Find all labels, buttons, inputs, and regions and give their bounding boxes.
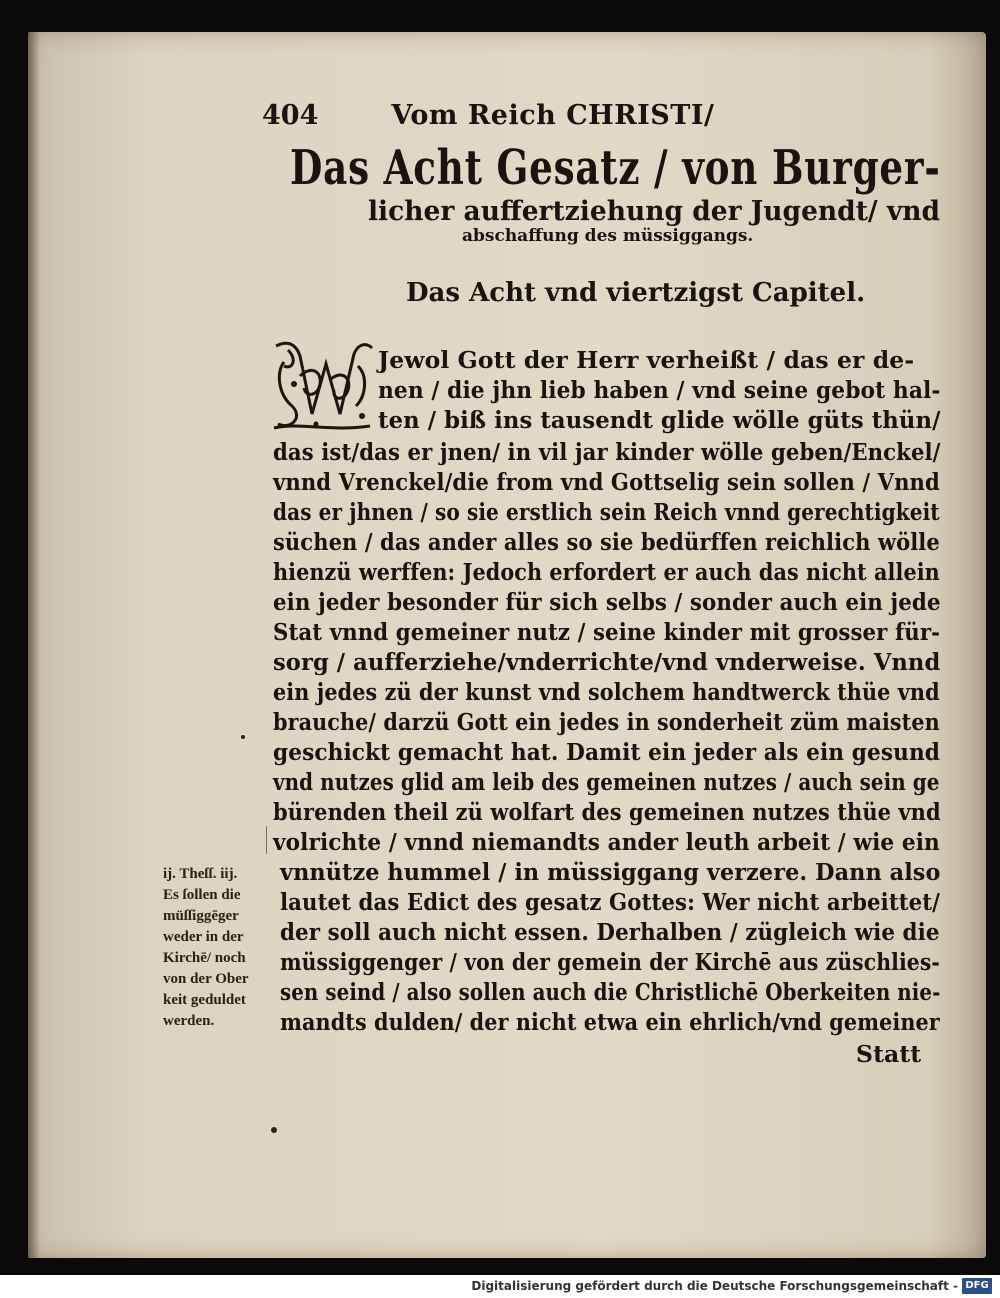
ornamental-initial-w: [270, 336, 376, 436]
body-line: mandts dulden/ der nicht etwa ein ehrlich/vnd gemeiner: [280, 1008, 940, 1036]
margin-note-line: müſſiggēger: [163, 908, 239, 924]
body-line: lautet das Edict des gesatz Gottes: Wer nicht arbeittet/: [280, 888, 941, 916]
body-line: sen seind / also sollen auch die Christlichē Oberkeiten nie-: [280, 978, 941, 1006]
margin-note-line: ij. Theſſ. iij.: [163, 866, 238, 882]
page-gutter-shadow: [28, 32, 40, 1258]
ink-spot: [271, 1127, 277, 1133]
body-line: volrichte / vnnd niemandts ander leuth arbeit / wie ein: [273, 828, 940, 856]
running-head: [262, 100, 822, 131]
body-line: nen / die jhn lieb haben / vnd seine gebot hal-: [378, 376, 941, 404]
body-line: Jewol Gott der Herr verheißt / das er de-: [378, 346, 915, 374]
body-line: brauche/ darzü Gott ein jedes in sonderheit züm maisten: [273, 708, 940, 736]
margin-note-line: von der Ober: [163, 971, 249, 987]
body-line: hienzü werffen: Jedoch erfordert er auch das nicht allein: [273, 558, 940, 586]
body-line: bürenden theil zü wolfart des gemeinen nutzes thüe vnd: [273, 798, 941, 826]
margin-note-line: keit geduldet: [163, 992, 246, 1008]
margin-note-line: weder in der: [163, 929, 244, 945]
catchword: Statt: [856, 1040, 922, 1068]
dfg-logo: DFG: [962, 1278, 992, 1294]
body-line: das ist/das er jnen/ in vil jar kinder wölle geben/Enckel/: [273, 438, 941, 466]
body-line: ein jedes zü der kunst vnd solchem handtwerck thüe vnd: [273, 678, 940, 706]
body-line: der soll auch nicht essen. Derhalben / zügleich wie die: [280, 918, 940, 946]
section-title-line-3: abschaffung des müssiggangs.: [462, 226, 754, 246]
running-title: Vom Reich CHRISTI/: [391, 100, 715, 131]
margin-note-line: Kirchē/ noch: [163, 950, 246, 966]
chapter-heading: Das Acht vnd viertzigst Capitel.: [406, 278, 866, 308]
body-line: müssiggenger / von der gemein der Kirchē aus züschlies-: [280, 948, 940, 976]
ink-spot: [241, 735, 245, 739]
margin-note-line: Es ſollen die: [163, 887, 241, 903]
body-line: geschickt gemacht hat. Damit ein jeder als ein gesund: [273, 738, 941, 766]
body-line: sorg / aufferziehe/vnderrichte/vnd vnderweise. Vnnd: [273, 648, 941, 676]
body-line: Stat vnnd gemeiner nutz / seine kinder mit grosser für-: [273, 618, 941, 646]
section-title-line-2: licher auffertziehung der Jugendt/ vnd: [368, 196, 940, 227]
body-line: ten / biß ins tausendt glide wölle güts thün/: [378, 406, 941, 434]
margin-rule: [266, 826, 267, 854]
body-line: vnnd Vrenckel/die from vnd Gottselig sein sollen / Vnnd: [273, 468, 940, 496]
body-line: vnnütze hummel / in müssiggang verzere. Dann also: [280, 858, 941, 886]
funding-credit: Digitalisierung gefördert durch die Deutsche Forschungsgemeinschaft -: [471, 1279, 958, 1293]
body-line: das er jhnen / so sie erstlich sein Reich vnnd gerechtigkeit: [273, 498, 940, 526]
ornamental-initial-w-icon: [270, 336, 376, 436]
section-title-line-1: Das Acht Gesatz / von Burger-: [290, 140, 941, 196]
margin-note-line: werden.: [163, 1013, 215, 1029]
body-line: vnd nutzes glid am leib des gemeinen nutzes / auch sein ge: [273, 768, 940, 796]
body-line: süchen / das ander alles so sie bedürffen reichlich wölle: [273, 528, 940, 556]
page-number: 404: [262, 100, 319, 131]
footer-bar: [0, 1275, 1000, 1298]
body-line: ein jeder besonder für sich selbs / sonder auch ein jede: [273, 588, 941, 616]
